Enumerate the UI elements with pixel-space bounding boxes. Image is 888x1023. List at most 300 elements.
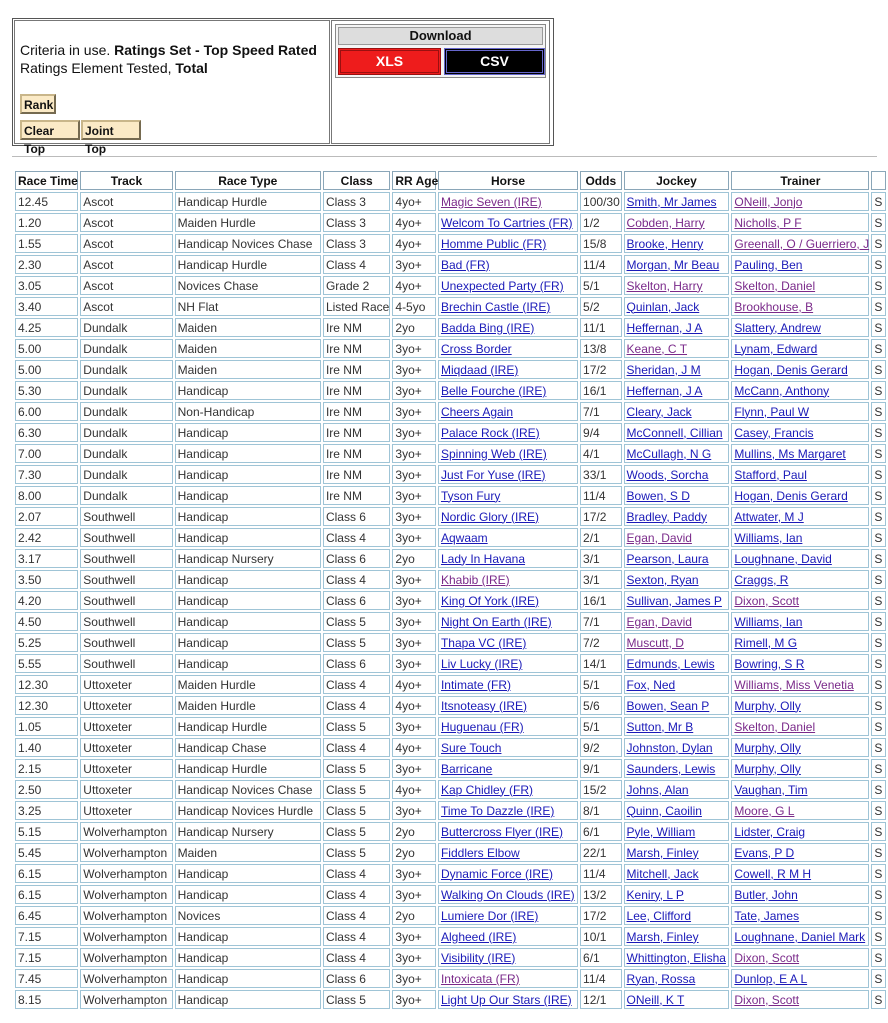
- track-cell: Wolverhampton: [80, 990, 172, 1009]
- trainer-link[interactable]: Bowring, S R: [734, 656, 805, 671]
- jockey-link[interactable]: Quinn, Caoilin: [626, 803, 702, 818]
- horse-link[interactable]: Spinning Web (IRE): [440, 446, 547, 461]
- extra-cell: S: [871, 549, 886, 568]
- class-cell: Class 3: [323, 213, 390, 232]
- odds-cell: 14/1: [580, 654, 622, 673]
- table-row: [15, 696, 886, 715]
- trainer-link[interactable]: Dixon, Scott: [734, 950, 800, 965]
- track-cell: Uttoxeter: [80, 717, 172, 736]
- jockey-link[interactable]: Quinlan, Jack: [626, 299, 700, 314]
- track-cell: Southwell: [80, 570, 172, 589]
- jockey-link[interactable]: Heffernan, J A: [626, 320, 703, 335]
- track-cell: Wolverhampton: [80, 864, 172, 883]
- odds-cell: 10/1: [580, 927, 622, 946]
- jockey-link[interactable]: McCullagh, N G: [626, 446, 712, 461]
- trainer-link[interactable]: Craggs, R: [734, 572, 789, 587]
- jockey-link[interactable]: Egan, David: [626, 530, 692, 545]
- horse-cell: [438, 549, 578, 568]
- extra-cell: S: [871, 822, 886, 841]
- jockey-link[interactable]: Smith, Mr James: [626, 194, 717, 209]
- odds-cell: 6/1: [580, 822, 622, 841]
- horse-link[interactable]: Tyson Fury: [440, 488, 501, 503]
- horse-cell: [438, 990, 578, 1009]
- horse-cell: [438, 969, 578, 988]
- odds-cell: 5/6: [580, 696, 622, 715]
- jockey-cell: [624, 990, 730, 1009]
- horse-cell: [438, 528, 578, 547]
- race-time-cell: 4.25: [15, 318, 78, 337]
- jockey-cell: [624, 444, 730, 463]
- jockey-link[interactable]: Saunders, Lewis: [626, 761, 716, 776]
- extra-cell: S: [871, 423, 886, 442]
- trainer-link[interactable]: Attwater, M J: [734, 509, 804, 524]
- horse-link[interactable]: Lumiere Dor (IRE): [440, 908, 539, 923]
- clear-top-button[interactable]: Clear Top: [20, 120, 80, 140]
- horse-link[interactable]: Just For Yuse (IRE): [440, 467, 546, 482]
- trainer-link[interactable]: Nicholls, P F: [734, 215, 802, 230]
- race-type-cell: Handicap: [175, 948, 321, 967]
- odds-cell: 16/1: [580, 591, 622, 610]
- horse-link[interactable]: Lady In Havana: [440, 551, 526, 566]
- header-race-type[interactable]: Race Type: [175, 171, 321, 190]
- track-cell: Ascot: [80, 234, 172, 253]
- horse-link[interactable]: Cheers Again: [440, 404, 514, 419]
- rr-age-cell: 3yo+: [392, 717, 436, 736]
- horse-link[interactable]: Welcom To Cartries (FR): [440, 215, 573, 230]
- rr-age-cell: 4yo+: [392, 696, 436, 715]
- trainer-cell: [731, 339, 869, 358]
- trainer-link[interactable]: Loughnane, Daniel Mark: [734, 929, 866, 944]
- jockey-link[interactable]: Morgan, Mr Beau: [626, 257, 720, 272]
- table-row: [15, 507, 886, 526]
- race-time-cell: 2.50: [15, 780, 78, 799]
- race-type-cell: Novices: [175, 906, 321, 925]
- jockey-cell: [624, 192, 730, 211]
- horse-cell: [438, 318, 578, 337]
- extra-cell: S: [871, 402, 886, 421]
- trainer-link[interactable]: Murphy, Olly: [734, 698, 801, 713]
- extra-cell: S: [871, 696, 886, 715]
- horse-link[interactable]: Khabib (IRE): [440, 572, 510, 587]
- separator-line: [12, 156, 877, 157]
- jockey-cell: [624, 234, 730, 253]
- track-cell: Wolverhampton: [80, 948, 172, 967]
- trainer-link[interactable]: Dixon, Scott: [734, 992, 800, 1007]
- trainer-link[interactable]: Hogan, Denis Gerard: [734, 488, 848, 503]
- ratings-set: Ratings Set - Top Speed Rated: [114, 42, 317, 58]
- horse-link[interactable]: Nordic Glory (IRE): [440, 509, 539, 524]
- trainer-cell: [731, 234, 869, 253]
- jockey-link[interactable]: McConnell, Cillian: [626, 425, 723, 440]
- trainer-link[interactable]: Stafford, Paul: [734, 467, 807, 482]
- horse-link[interactable]: Itsnoteasy (IRE): [440, 698, 527, 713]
- horse-link[interactable]: Unexpected Party (FR): [440, 278, 564, 293]
- jockey-link[interactable]: Bowen, Sean P: [626, 698, 710, 713]
- jockey-link[interactable]: Sexton, Ryan: [626, 572, 699, 587]
- header-track[interactable]: Track: [80, 171, 172, 190]
- extra-cell: S: [871, 864, 886, 883]
- horse-link[interactable]: Algheed (IRE): [440, 929, 517, 944]
- header-trainer[interactable]: Trainer: [731, 171, 869, 190]
- joint-top-button[interactable]: Joint Top: [81, 120, 141, 140]
- race-time-cell: 5.30: [15, 381, 78, 400]
- horse-cell: [438, 402, 578, 421]
- track-cell: Dundalk: [80, 318, 172, 337]
- trainer-link[interactable]: Skelton, Daniel: [734, 719, 816, 734]
- class-cell: Class 3: [323, 234, 390, 253]
- race-time-cell: 5.15: [15, 822, 78, 841]
- track-cell: Southwell: [80, 549, 172, 568]
- rr-age-cell: 3yo+: [392, 486, 436, 505]
- jockey-link[interactable]: Sheridan, J M: [626, 362, 701, 377]
- odds-cell: 16/1: [580, 381, 622, 400]
- race-time-cell: 1.40: [15, 738, 78, 757]
- trainer-cell: [731, 570, 869, 589]
- jockey-link[interactable]: ONeill, K T: [626, 992, 685, 1007]
- rr-age-cell: 3yo+: [392, 990, 436, 1009]
- table-row: [15, 822, 886, 841]
- jockey-link[interactable]: Mitchell, Jack: [626, 866, 699, 881]
- horse-link[interactable]: Walking On Clouds (IRE): [440, 887, 575, 902]
- horse-link[interactable]: Homme Public (FR): [440, 236, 547, 251]
- jockey-cell: [624, 633, 730, 652]
- rr-age-cell: 4yo+: [392, 213, 436, 232]
- odds-cell: 100/30: [580, 192, 622, 211]
- race-time-cell: 5.00: [15, 360, 78, 379]
- odds-cell: 13/2: [580, 885, 622, 904]
- track-cell: Wolverhampton: [80, 927, 172, 946]
- race-time-cell: 2.15: [15, 759, 78, 778]
- horse-cell: [438, 192, 578, 211]
- horse-cell: [438, 717, 578, 736]
- rr-age-cell: 3yo+: [392, 339, 436, 358]
- horse-cell: [438, 591, 578, 610]
- horse-link[interactable]: Palace Rock (IRE): [440, 425, 540, 440]
- table-row: [15, 885, 886, 904]
- trainer-cell: [731, 591, 869, 610]
- class-cell: Ire NM: [323, 339, 390, 358]
- race-type-cell: Maiden Hurdle: [175, 696, 321, 715]
- table-row: [15, 528, 886, 547]
- race-type-cell: Handicap: [175, 990, 321, 1009]
- horse-link[interactable]: Cross Border: [440, 341, 512, 356]
- class-cell: Ire NM: [323, 381, 390, 400]
- class-cell: Class 4: [323, 885, 390, 904]
- trainer-cell: [731, 402, 869, 421]
- extra-cell: S: [871, 528, 886, 547]
- trainer-link[interactable]: Lidster, Craig: [734, 824, 806, 839]
- table-row: [15, 360, 886, 379]
- horse-link[interactable]: Time To Dazzle (IRE): [440, 803, 555, 818]
- class-cell: Class 4: [323, 255, 390, 274]
- race-type-cell: Maiden: [175, 360, 321, 379]
- class-cell: Class 3: [323, 192, 390, 211]
- horse-link[interactable]: Bad (FR): [440, 257, 490, 272]
- horse-link[interactable]: Intimate (FR): [440, 677, 511, 692]
- horse-link[interactable]: Magic Seven (IRE): [440, 194, 542, 209]
- results-table-body: [15, 192, 886, 1009]
- rr-age-cell: 3yo+: [392, 864, 436, 883]
- jockey-link[interactable]: Marsh, Finley: [626, 845, 699, 860]
- jockey-link[interactable]: Sullivan, James P: [626, 593, 722, 608]
- track-cell: Uttoxeter: [80, 801, 172, 820]
- criteria-text: [20, 41, 317, 77]
- horse-link[interactable]: Huguenau (FR): [440, 719, 524, 734]
- rr-age-cell: 3yo+: [392, 654, 436, 673]
- extra-cell: S: [871, 318, 886, 337]
- header-horse[interactable]: Horse: [438, 171, 578, 190]
- race-type-cell: Handicap: [175, 633, 321, 652]
- class-cell: Class 6: [323, 654, 390, 673]
- table-row: [15, 423, 886, 442]
- jockey-link[interactable]: Pearson, Laura: [626, 551, 709, 566]
- table-row: [15, 948, 886, 967]
- table-row: [15, 612, 886, 631]
- trainer-link[interactable]: Cowell, R M H: [734, 866, 812, 881]
- trainer-link[interactable]: Vaughan, Tim: [734, 782, 808, 797]
- race-type-cell: Handicap: [175, 486, 321, 505]
- jockey-link[interactable]: Skelton, Harry: [626, 278, 703, 293]
- trainer-cell: [731, 801, 869, 820]
- table-row: [15, 675, 886, 694]
- trainer-link[interactable]: Moore, G L: [734, 803, 795, 818]
- horse-link[interactable]: Night On Earth (IRE): [440, 614, 552, 629]
- odds-cell: 1/2: [580, 213, 622, 232]
- table-row: [15, 276, 886, 295]
- trainer-link[interactable]: Murphy, Olly: [734, 740, 801, 755]
- jockey-link[interactable]: Keane, C T: [626, 341, 688, 356]
- race-time-cell: 3.17: [15, 549, 78, 568]
- jockey-link[interactable]: Keniry, L P: [626, 887, 684, 902]
- trainer-link[interactable]: Williams, Miss Venetia: [734, 677, 854, 692]
- trainer-link[interactable]: Loughnane, David: [734, 551, 832, 566]
- class-cell: Class 6: [323, 969, 390, 988]
- race-type-cell: Maiden Hurdle: [175, 213, 321, 232]
- class-cell: Class 5: [323, 822, 390, 841]
- jockey-cell: [624, 570, 730, 589]
- track-cell: Dundalk: [80, 465, 172, 484]
- trainer-link[interactable]: Lynam, Edward: [734, 341, 818, 356]
- trainer-cell: [731, 465, 869, 484]
- race-type-cell: Handicap: [175, 570, 321, 589]
- jockey-link[interactable]: Lee, Clifford: [626, 908, 692, 923]
- jockey-cell: [624, 528, 730, 547]
- horse-link[interactable]: Intoxicata (FR): [440, 971, 520, 986]
- header-jockey[interactable]: Jockey: [624, 171, 730, 190]
- race-type-cell: Handicap: [175, 465, 321, 484]
- jockey-cell: [624, 780, 730, 799]
- jockey-link[interactable]: Sutton, Mr B: [626, 719, 694, 734]
- class-cell: Class 4: [323, 864, 390, 883]
- jockey-cell: [624, 549, 730, 568]
- csv-download-button[interactable]: CSV: [444, 48, 545, 75]
- horse-link[interactable]: Thapa VC (IRE): [440, 635, 527, 650]
- trainer-link[interactable]: Murphy, Olly: [734, 761, 801, 776]
- horse-link[interactable]: Liv Lucky (IRE): [440, 656, 523, 671]
- odds-cell: 11/4: [580, 486, 622, 505]
- table-row: [15, 444, 886, 463]
- odds-cell: 11/4: [580, 969, 622, 988]
- trainer-cell: [731, 612, 869, 631]
- jockey-link[interactable]: Bowen, S D: [626, 488, 690, 503]
- jockey-link[interactable]: Pyle, William: [626, 824, 696, 839]
- trainer-link[interactable]: Williams, Ian: [734, 614, 803, 629]
- header-race-time[interactable]: Race Time: [15, 171, 78, 190]
- race-type-cell: Handicap: [175, 507, 321, 526]
- jockey-cell: [624, 591, 730, 610]
- jockey-link[interactable]: Johns, Alan: [626, 782, 689, 797]
- horse-link[interactable]: Barricane: [440, 761, 493, 776]
- jockey-link[interactable]: Ryan, Rossa: [626, 971, 696, 986]
- race-type-cell: Handicap Nursery: [175, 822, 321, 841]
- trainer-link[interactable]: Mullins, Ms Margaret: [734, 446, 846, 461]
- horse-cell: [438, 276, 578, 295]
- table-row: [15, 780, 886, 799]
- odds-cell: 7/1: [580, 402, 622, 421]
- trainer-link[interactable]: Butler, John: [734, 887, 798, 902]
- class-cell: Ire NM: [323, 444, 390, 463]
- race-time-cell: 3.40: [15, 297, 78, 316]
- class-cell: Class 5: [323, 780, 390, 799]
- criteria-box: [14, 20, 330, 156]
- header-odds[interactable]: Odds: [580, 171, 622, 190]
- trainer-link[interactable]: Skelton, Daniel: [734, 278, 816, 293]
- race-type-cell: Handicap: [175, 423, 321, 442]
- track-cell: Ascot: [80, 213, 172, 232]
- race-time-cell: 3.50: [15, 570, 78, 589]
- horse-cell: [438, 360, 578, 379]
- class-cell: Class 4: [323, 927, 390, 946]
- extra-cell: S: [871, 381, 886, 400]
- rr-age-cell: 4yo+: [392, 780, 436, 799]
- rank-button[interactable]: Rank: [20, 94, 56, 114]
- jockey-link[interactable]: Edmunds, Lewis: [626, 656, 715, 671]
- trainer-link[interactable]: Brookhouse, B: [734, 299, 814, 314]
- race-time-cell: 1.05: [15, 717, 78, 736]
- trainer-link[interactable]: McCann, Anthony: [734, 383, 830, 398]
- track-cell: Dundalk: [80, 360, 172, 379]
- table-row: [15, 633, 886, 652]
- odds-cell: 9/2: [580, 738, 622, 757]
- jockey-link[interactable]: Marsh, Finley: [626, 929, 699, 944]
- trainer-link[interactable]: Casey, Francis: [734, 425, 814, 440]
- track-cell: Ascot: [80, 255, 172, 274]
- horse-link[interactable]: Kap Chidley (FR): [440, 782, 533, 797]
- trainer-link[interactable]: Pauling, Ben: [734, 257, 803, 272]
- trainer-link[interactable]: Flynn, Paul W: [734, 404, 810, 419]
- trainer-link[interactable]: Evans, P D: [734, 845, 795, 860]
- trainer-link[interactable]: Rimell, M G: [734, 635, 798, 650]
- trainer-link[interactable]: Hogan, Denis Gerard: [734, 362, 848, 377]
- horse-link[interactable]: Fiddlers Elbow: [440, 845, 520, 860]
- trainer-link[interactable]: Dunlop, E A L: [734, 971, 808, 986]
- jockey-link[interactable]: Cobden, Harry: [626, 215, 705, 230]
- horse-link[interactable]: King Of York (IRE): [440, 593, 540, 608]
- rr-age-cell: 3yo+: [392, 612, 436, 631]
- jockey-link[interactable]: Fox, Ned: [626, 677, 676, 692]
- race-time-cell: 1.55: [15, 234, 78, 253]
- jockey-link[interactable]: Woods, Sorcha: [626, 467, 709, 482]
- extra-cell: S: [871, 633, 886, 652]
- race-time-cell: 3.25: [15, 801, 78, 820]
- extra-cell: S: [871, 738, 886, 757]
- trainer-cell: [731, 213, 869, 232]
- odds-cell: 17/2: [580, 360, 622, 379]
- trainer-link[interactable]: Dixon, Scott: [734, 593, 800, 608]
- odds-cell: 5/1: [580, 717, 622, 736]
- table-header-row: [15, 171, 886, 190]
- track-cell: Wolverhampton: [80, 822, 172, 841]
- horse-link[interactable]: Light Up Our Stars (IRE): [440, 992, 572, 1007]
- track-cell: Wolverhampton: [80, 885, 172, 904]
- race-type-cell: Handicap: [175, 591, 321, 610]
- table-row: [15, 402, 886, 421]
- jockey-link[interactable]: Bradley, Paddy: [626, 509, 708, 524]
- race-time-cell: 6.45: [15, 906, 78, 925]
- horse-link[interactable]: Aqwaam: [440, 530, 488, 545]
- rr-age-cell: 3yo+: [392, 507, 436, 526]
- horse-link[interactable]: Badda Bing (IRE): [440, 320, 535, 335]
- horse-link[interactable]: Miqdaad (IRE): [440, 362, 519, 377]
- horse-link[interactable]: Visibility (IRE): [440, 950, 516, 965]
- table-row: [15, 801, 886, 820]
- header-class[interactable]: Class: [323, 171, 390, 190]
- jockey-link[interactable]: Muscutt, D: [626, 635, 684, 650]
- jockey-link[interactable]: Johnston, Dylan: [626, 740, 713, 755]
- jockey-link[interactable]: Cleary, Jack: [626, 404, 692, 419]
- header-rr-age[interactable]: RR Age: [392, 171, 436, 190]
- horse-cell: [438, 780, 578, 799]
- jockey-cell: [624, 465, 730, 484]
- race-time-cell: 1.20: [15, 213, 78, 232]
- extra-cell: S: [871, 507, 886, 526]
- extra-cell: S: [871, 234, 886, 253]
- race-type-cell: Non-Handicap: [175, 402, 321, 421]
- trainer-link[interactable]: Greenall, O / Guerriero, J: [734, 236, 870, 251]
- horse-link[interactable]: Brechin Castle (IRE): [440, 299, 551, 314]
- trainer-link[interactable]: Tate, James: [734, 908, 800, 923]
- trainer-link[interactable]: ONeill, Jonjo: [734, 194, 803, 209]
- trainer-cell: [731, 822, 869, 841]
- trainer-cell: [731, 717, 869, 736]
- trainer-cell: [731, 948, 869, 967]
- trainer-cell: [731, 360, 869, 379]
- xls-download-button[interactable]: XLS: [338, 48, 441, 75]
- extra-cell: S: [871, 339, 886, 358]
- horse-link[interactable]: Sure Touch: [440, 740, 502, 755]
- jockey-link[interactable]: Whittington, Elisha: [626, 950, 726, 965]
- trainer-link[interactable]: Slattery, Andrew: [734, 320, 821, 335]
- table-row: [15, 549, 886, 568]
- trainer-cell: [731, 276, 869, 295]
- horse-link[interactable]: Buttercross Flyer (IRE): [440, 824, 563, 839]
- trainer-link[interactable]: Williams, Ian: [734, 530, 803, 545]
- jockey-link[interactable]: Heffernan, J A: [626, 383, 703, 398]
- race-time-cell: 3.05: [15, 276, 78, 295]
- track-cell: Wolverhampton: [80, 906, 172, 925]
- jockey-cell: [624, 801, 730, 820]
- race-time-cell: 2.42: [15, 528, 78, 547]
- class-cell: Class 4: [323, 675, 390, 694]
- horse-link[interactable]: Dynamic Force (IRE): [440, 866, 553, 881]
- jockey-link[interactable]: Egan, David: [626, 614, 692, 629]
- race-type-cell: Handicap: [175, 654, 321, 673]
- jockey-cell: [624, 507, 730, 526]
- jockey-link[interactable]: Brooke, Henry: [626, 236, 704, 251]
- horse-link[interactable]: Belle Fourche (IRE): [440, 383, 547, 398]
- race-type-cell: Handicap Chase: [175, 738, 321, 757]
- jockey-cell: [624, 612, 730, 631]
